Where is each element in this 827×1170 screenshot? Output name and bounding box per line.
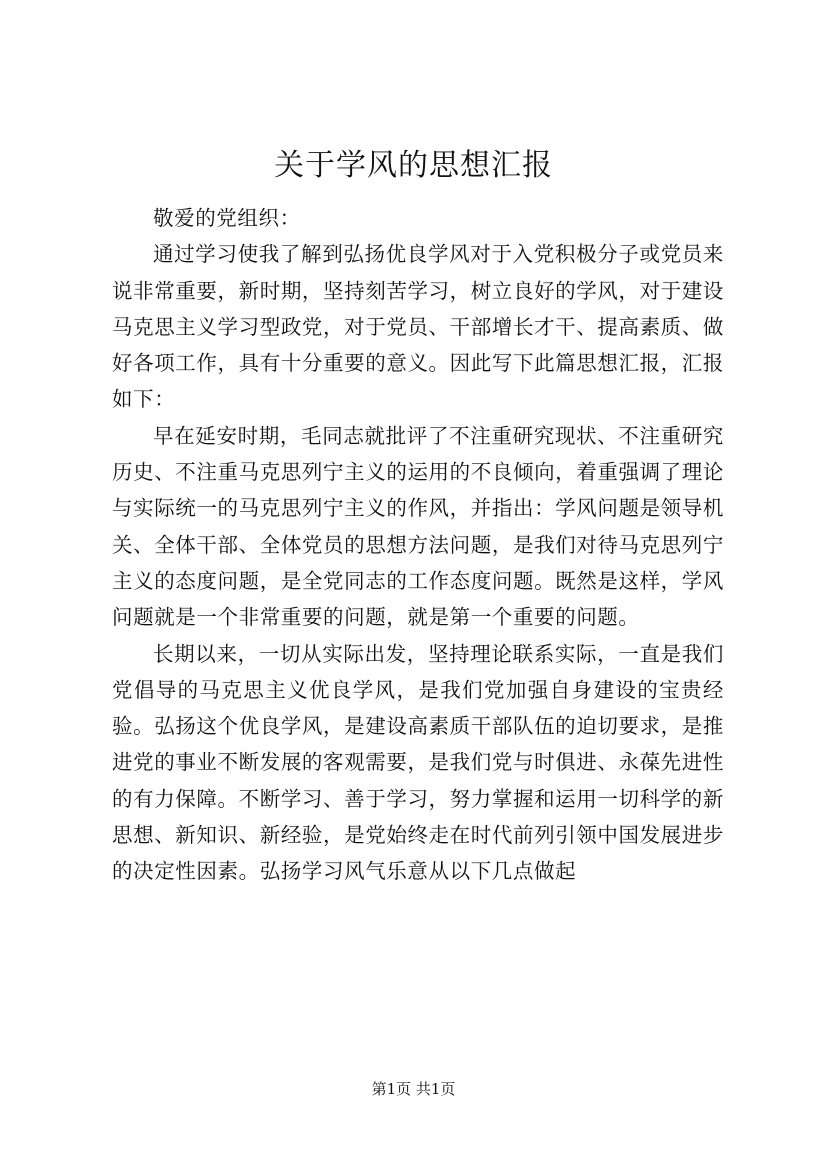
paragraph-3: 长期以来，一切从实际出发，坚持理论联系实际，一直是我们党倡导的马克思主义优良学风，是我们党加强自身建设的宝贵经验。弘扬这个优良学风，是建设高素质干部队伍的迫切要求，是推进党的事业不断发展的客观需要，是我们党与时俱进、永葆先进性的有力保障。不断学习、善于学习，努力掌握和运用一切科学的新思想、新知识、新经验，是党始终走在时代前列引领中国发展进步的决定性因素。弘扬学习风气乐意从以下几点做起 bbox=[112, 641, 724, 884]
paragraph-2: 早在延安时期，毛同志就批评了不注重研究现状、不注重研究历史、不注重马克思列宁主义的运用的不良倾向，着重强调了理论与实际统一的马克思列宁主义的作风，并指出：学风问题是领导机关、全体干部、全体党员的思想方法问题，是我们对待马克思列宁主义的态度问题，是全党同志的工作态度问题。既然是这样，学风问题就是一个非常重要的问题，就是第一个重要的问题。 bbox=[112, 423, 724, 630]
page-number-footer: 第1页 共1页 bbox=[371, 1080, 456, 1098]
paragraph-1: 通过学习使我了解到弘扬优良学风对于入党积极分子或党员来说非常重要，新时期，坚持刻苦学习，树立良好的学风，对于建设马克思主义学习型政党，对于党员、干部增长才干、提高素质、做好各项工作，具有十分重要的意义。因此写下此篇思想汇报，汇报如下： bbox=[112, 242, 724, 412]
document-body bbox=[112, 200, 724, 890]
salutation: 敬爱的党组织： bbox=[153, 206, 301, 230]
document-title: 关于学风的思想汇报 bbox=[274, 148, 553, 183]
